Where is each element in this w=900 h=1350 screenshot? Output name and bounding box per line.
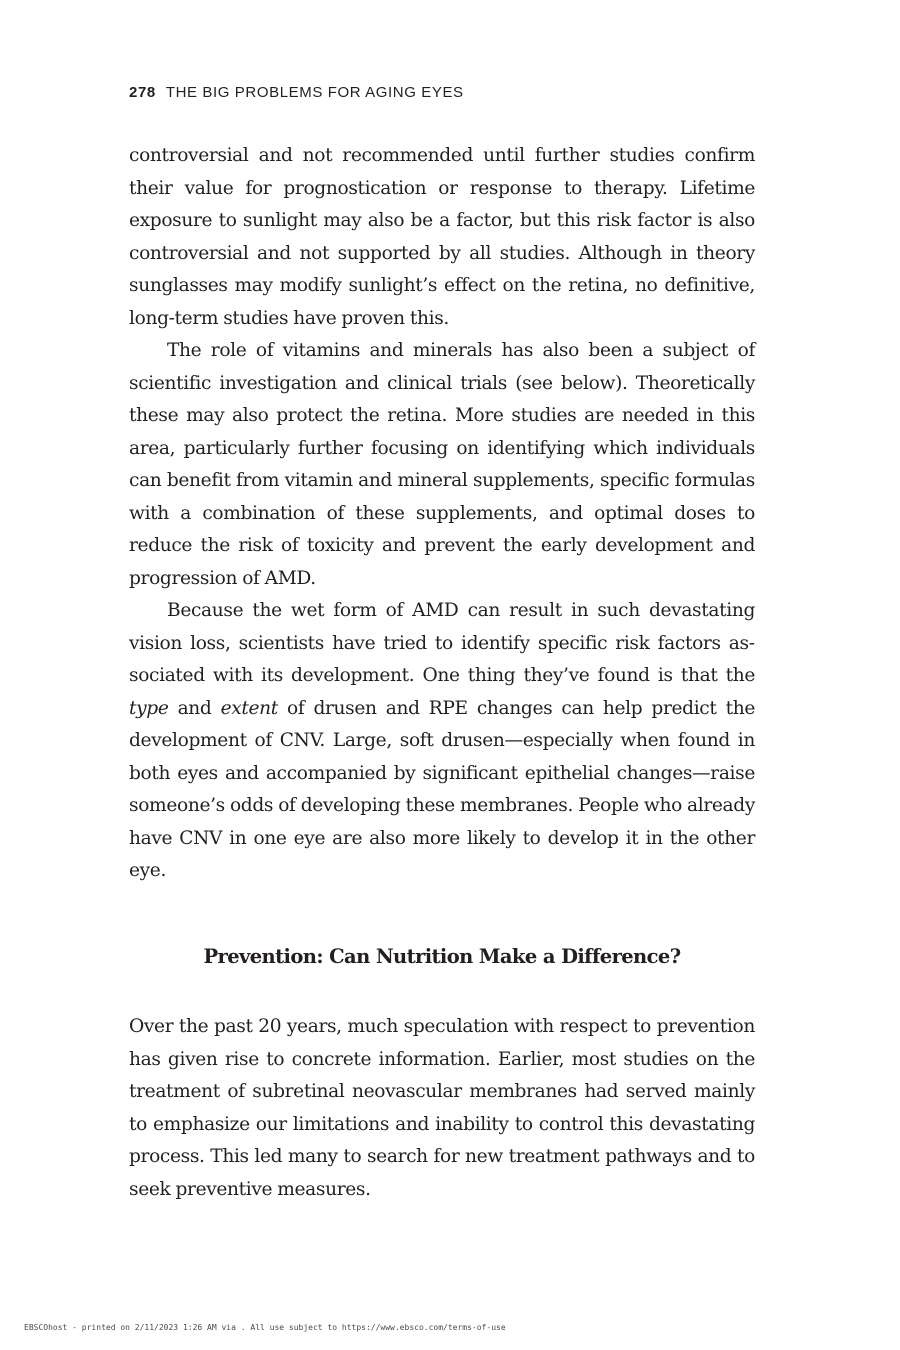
emphasis-type: type <box>129 697 169 719</box>
section-paragraph-1: Over the past 20 years, much speculation with respect to prevention has given rise to concrete information. Earlier, most studies on the treatment of subretinal neovascular membranes had served mainly to emphasize our limitations and inability to control this devastating process. This led many to search for new treatment pathways and to seek preventive measures. <box>129 1016 755 1200</box>
paragraph-1: controversial and not recommended until further studies confirm their value for prognostication or response to therapy. Lifetime exposure to sunlight may also be a factor, but this risk factor is also controversial and not supported by all studies. Although in theory sunglasses may modify sunlight’s effect on the retina, no definitive, long-term studies have proven this. <box>129 145 755 329</box>
paragraph-3-text-b: and <box>168 697 221 719</box>
running-head <box>129 84 464 101</box>
page-number: 278 <box>129 84 156 101</box>
section-text <box>129 1011 755 1206</box>
body-text <box>129 140 755 888</box>
paragraph-3 <box>129 595 755 888</box>
paragraph-2: The role of vitamins and minerals has also been a subject of scientific investigation and clinical trials (see below). Theoretically these may also protect the retina. More studies are needed in this area, particularly further focusing on identifying which individuals can benefit from vitamin and mineral supplements, specific formulas with a combination of these supplements, and optimal doses to reduce the risk of toxicity and prevent the early development and progression of AMD. <box>129 340 755 589</box>
emphasis-extent: extent <box>220 697 278 719</box>
paragraph-3-text-a: Because the wet form of AMD can result in such devastating vision loss, scientists have tried to identify specific risk factors associated with its development. One thing they’ve found is that the <box>129 600 755 686</box>
print-footer: EBSCOhost - printed on 2/11/2023 1:26 AM via . All use subject to https://www.ebsco.com/terms-of-use <box>24 1323 506 1332</box>
section-heading: Prevention: Can Nutrition Make a Difference? <box>203 945 681 968</box>
running-title: THE BIG PROBLEMS FOR AGING EYES <box>165 84 464 101</box>
paragraph-3-text-c: of drusen and RPE changes can help predict the development of CNV. Large, soft drusen—especially when found in both eyes and accompanied by significant epithelial changes—raise someone’s odds of developing these membranes. People who already have CNV in one eye are also more likely to develop it in the other eye. <box>129 697 755 881</box>
